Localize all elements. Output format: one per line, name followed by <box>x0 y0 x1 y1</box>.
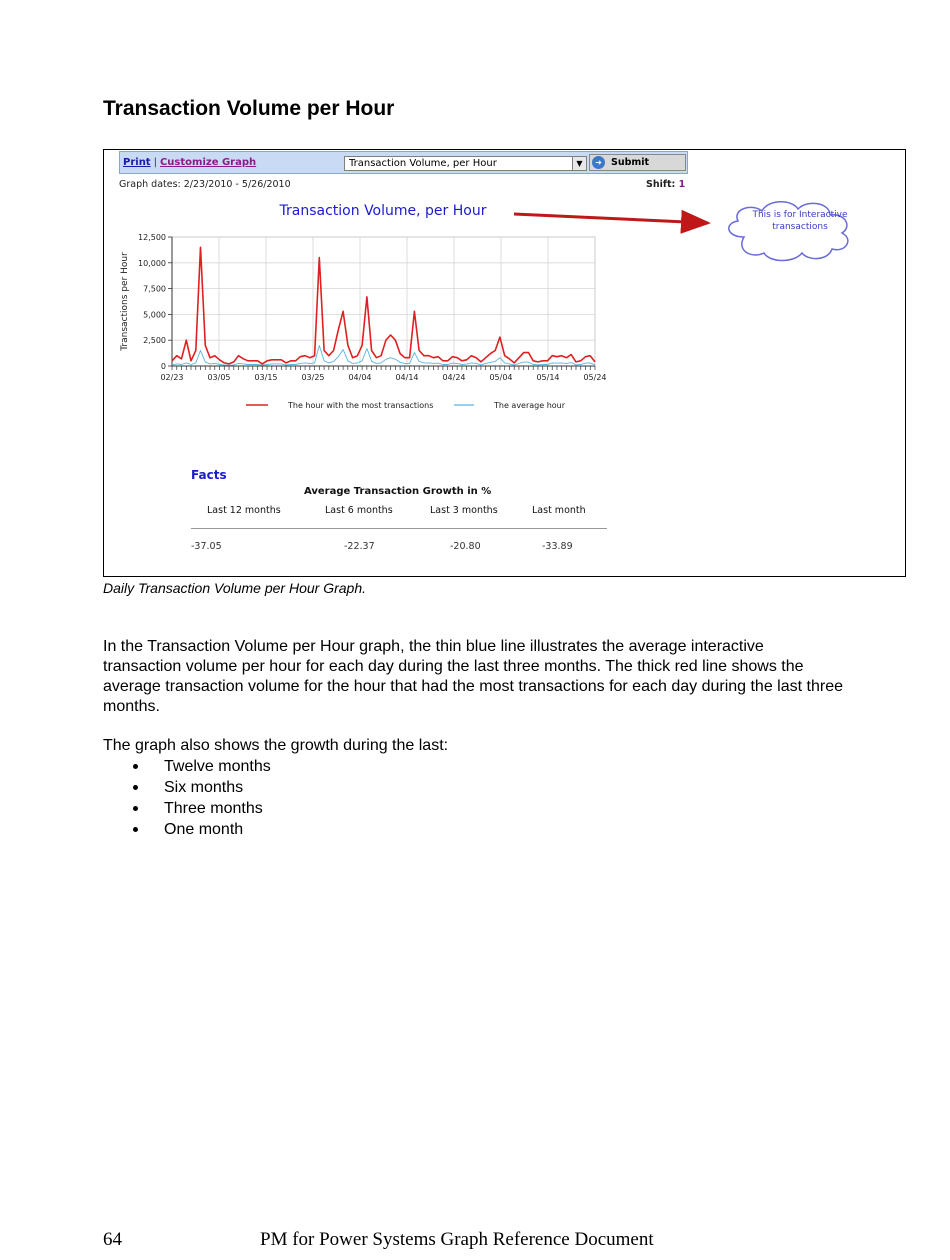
x-tick-label: 04/04 <box>348 373 372 382</box>
toolbar-links <box>123 157 256 168</box>
print-link[interactable]: Print <box>123 157 151 168</box>
bullet-icon <box>133 785 138 790</box>
submit-button[interactable] <box>589 154 686 171</box>
list-intro: The graph also shows the growth during the last: <box>103 737 449 754</box>
graph-type-select[interactable] <box>344 156 587 171</box>
annotation-line-2: transactions <box>772 222 828 232</box>
x-tick-label: 03/25 <box>301 373 325 382</box>
annotation-arrow <box>514 214 708 223</box>
y-tick-label: 5,000 <box>143 310 166 320</box>
growth-header-3m: Last 3 months <box>430 505 498 516</box>
growth-period-list <box>103 756 271 840</box>
growth-table-divider <box>191 528 607 529</box>
customize-graph-link[interactable]: Customize Graph <box>159 157 257 168</box>
x-tick-label: 02/23 <box>160 373 184 382</box>
shift-label: Shift: <box>646 179 676 190</box>
shift-indicator <box>646 179 685 190</box>
y-axis-label: Transactions per Hour <box>120 252 130 351</box>
list-item: Three months <box>103 798 271 819</box>
annotation-line-1: This is for Interactive <box>752 210 848 220</box>
x-tick-label: 03/15 <box>254 373 278 382</box>
x-tick-label: 03/05 <box>207 373 231 382</box>
growth-value-3m: -20.80 <box>450 541 481 552</box>
growth-value-6m: -22.37 <box>344 541 375 552</box>
growth-header-6m: Last 6 months <box>325 505 393 516</box>
legend-label-peak-hour: The hour with the most transactions <box>288 401 434 410</box>
legend-label-average-hour: The average hour <box>494 401 566 410</box>
y-tick-label: 12,500 <box>138 233 166 242</box>
growth-table-title: Average Transaction Growth in % <box>304 486 492 497</box>
growth-value-1m: -33.89 <box>542 541 573 552</box>
arrow-right-icon: ➜ <box>592 156 605 169</box>
bullet-icon <box>133 827 138 832</box>
submit-label: Submit <box>611 157 650 168</box>
facts-heading: Facts <box>191 468 227 482</box>
annotation-text <box>740 209 860 233</box>
body-paragraph: In the Transaction Volume per Hour graph, the thin blue line illustrates the average interactive transaction volume per hour for each day during the last three months. The thick red line shows the average transaction volume for the hour that had the most transactions for each day during the last three months. <box>103 638 843 715</box>
page-number: 64 <box>103 1229 122 1250</box>
figure-caption: Daily Transaction Volume per Hour Graph. <box>103 580 366 596</box>
y-tick-label: 0 <box>160 362 166 371</box>
graph-toolbar <box>119 151 688 174</box>
graph-type-select-value: Transaction Volume, per Hour <box>349 158 497 169</box>
list-item: One month <box>103 819 271 840</box>
y-tick-label: 2,500 <box>143 336 166 346</box>
shift-value: 1 <box>678 179 686 190</box>
x-tick-label: 05/24 <box>583 373 607 382</box>
x-tick-label: 05/04 <box>489 373 513 382</box>
x-tick-label: 05/14 <box>536 373 560 382</box>
y-tick-label: 10,000 <box>138 258 166 268</box>
y-tick-label: 7,500 <box>143 284 166 294</box>
list-item: Six months <box>103 777 271 798</box>
x-tick-label: 04/24 <box>442 373 466 382</box>
bullet-icon <box>133 806 138 811</box>
chevron-down-icon[interactable]: ▼ <box>572 157 586 170</box>
list-item: Twelve months <box>103 756 271 777</box>
graph-figure <box>103 149 906 577</box>
graph-dates: Graph dates: 2/23/2010 - 5/26/2010 <box>119 179 291 190</box>
growth-value-12m: -37.05 <box>191 541 222 552</box>
x-tick-label: 04/14 <box>395 373 419 382</box>
bullet-icon <box>133 764 138 769</box>
growth-header-1m: Last month <box>532 505 586 516</box>
link-separator: | <box>153 157 157 168</box>
section-heading: Transaction Volume per Hour <box>103 97 395 120</box>
chart-title: Transaction Volume, per Hour <box>279 203 487 219</box>
growth-header-12m: Last 12 months <box>207 505 281 516</box>
document-title: PM for Power Systems Graph Reference Document <box>260 1229 654 1250</box>
